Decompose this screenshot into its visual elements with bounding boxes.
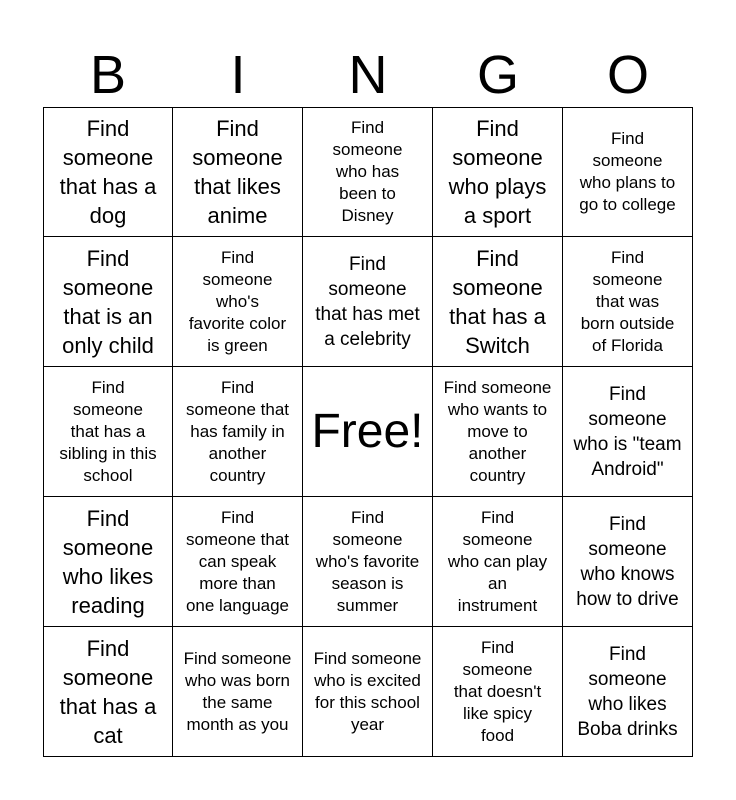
bingo-cell-text: Find someone that has a dog	[59, 116, 157, 228]
bingo-cell	[303, 107, 433, 237]
bingo-cell-text: Find someone who is "team Android"	[573, 383, 682, 480]
bingo-cell	[303, 237, 433, 367]
bingo-cell	[433, 237, 563, 367]
bingo-cell-text: Find someone that likes anime	[192, 116, 283, 228]
header-letter-o: O	[606, 45, 649, 105]
bingo-cell	[433, 367, 563, 497]
bingo-cell	[43, 107, 173, 237]
bingo-cell-text: Find someone who knows how to drive	[576, 513, 679, 610]
bingo-cell	[43, 497, 173, 627]
bingo-cell	[433, 627, 563, 757]
header-letter-g: G	[476, 45, 519, 105]
bingo-cell-text: Find someone who is excited for this school year	[313, 648, 422, 734]
bingo-header	[43, 44, 693, 106]
bingo-cell	[303, 627, 433, 757]
bingo-cell-text: Find someone that can speak more than one language	[185, 507, 290, 615]
bingo-cell	[433, 107, 563, 237]
bingo-cell	[173, 367, 303, 497]
bingo-cell-text: Find someone that has a cat	[59, 635, 157, 748]
bingo-cell-text: Find someone that doesn't like spicy food	[453, 637, 542, 745]
bingo-cell	[563, 367, 693, 497]
bingo-cell-text: Find someone that was born outside of Florida	[580, 247, 675, 355]
bingo-cell-text: Find someone who was born the same month as you	[183, 648, 292, 734]
bingo-cell-text: Find someone who plans to go to college	[579, 129, 676, 214]
bingo-cell	[563, 107, 693, 237]
bingo-grid	[43, 107, 693, 757]
bingo-cell-text: Find someone who likes reading	[62, 505, 154, 618]
bingo-cell	[563, 497, 693, 627]
bingo-cell-text: Find someone who likes Boba drinks	[577, 643, 678, 740]
bingo-cell	[173, 237, 303, 367]
bingo-cell-text: Find someone that is an only child	[62, 245, 154, 358]
bingo-cell	[303, 497, 433, 627]
bingo-cell	[433, 497, 563, 627]
header-letter-i: I	[230, 45, 246, 105]
bingo-cell-text: Find someone that has a Switch	[449, 245, 546, 358]
bingo-cell	[43, 237, 173, 367]
bingo-cell-free	[303, 367, 433, 497]
bingo-cell	[563, 627, 693, 757]
bingo-cell	[173, 107, 303, 237]
free-space-text: Free!	[311, 404, 424, 458]
header-letter-b: B	[89, 45, 127, 105]
bingo-cell	[563, 237, 693, 367]
bingo-cell	[43, 627, 173, 757]
bingo-cell-text: Find someone that has a sibling in this school	[59, 377, 157, 485]
bingo-cell-text: Find someone that has family in another country	[185, 377, 289, 485]
bingo-cell-text: Find someone who has been to Disney	[332, 118, 403, 225]
bingo-cell-text: Find someone that has met a celebrity	[315, 253, 420, 350]
bingo-cell	[43, 367, 173, 497]
bingo-cell	[173, 627, 303, 757]
bingo-cell	[173, 497, 303, 627]
bingo-cell-text: Find someone who's favorite color is green	[188, 247, 287, 355]
bingo-cell-text: Find someone who's favorite season is summer	[315, 507, 420, 615]
bingo-cell-text: Find someone who can play an instrument	[447, 507, 548, 615]
header-letter-n: N	[348, 45, 388, 105]
bingo-cell-text: Find someone who plays a sport	[448, 116, 547, 228]
bingo-cell-text: Find someone who wants to move to another country	[443, 377, 552, 485]
